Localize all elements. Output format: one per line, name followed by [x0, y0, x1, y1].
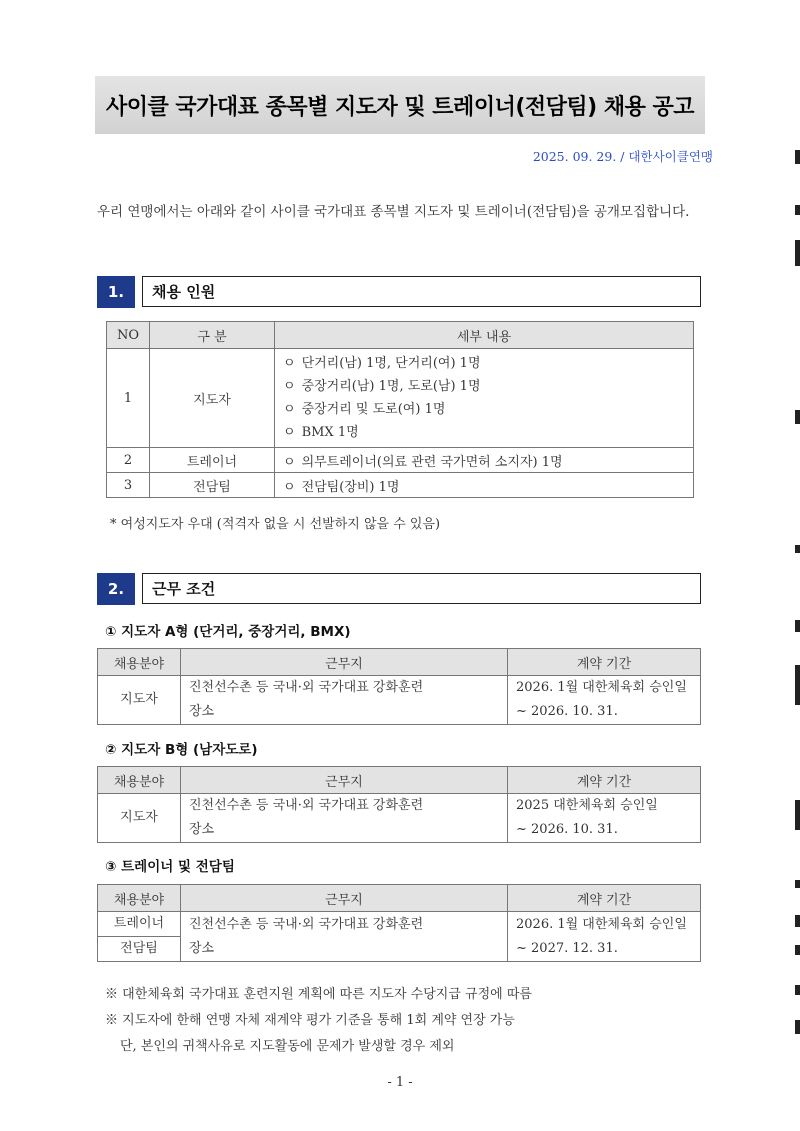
- detail-item: BMX 1명: [301, 425, 359, 440]
- field-cell: 지도자: [98, 794, 181, 843]
- header-location: 근무지: [181, 767, 508, 794]
- row-detail: [275, 473, 694, 498]
- detail-item: 중장거리 및 도로(여) 1명: [301, 402, 446, 417]
- period-line: ~ 2026. 10. 31.: [516, 822, 618, 837]
- location-line: 진천선수촌 등 국내·외 국가대표 강화훈련: [189, 798, 424, 813]
- date-line: 2025. 09. 29. / 대한사이클연맹: [532, 149, 713, 164]
- header-period: 계약 기간: [508, 649, 701, 676]
- table-row: [107, 473, 694, 498]
- table-header-row: [98, 767, 701, 794]
- section-1-note: * 여성지도자 우대 (적격자 없을 시 선발하지 않을 수 있음): [110, 517, 441, 532]
- section-1-header: [97, 276, 701, 308]
- row-category: 트레이너: [150, 448, 275, 473]
- edge-mark: [795, 880, 800, 888]
- section-2-title: 근무 조건: [142, 573, 701, 604]
- edge-mark: [795, 800, 800, 830]
- table-row: [107, 349, 694, 448]
- bullet-icon: ㅇ: [283, 479, 296, 495]
- location-line: 진천선수촌 등 국내·외 국가대표 강화훈련: [189, 916, 424, 932]
- edge-mark: [795, 240, 800, 266]
- bullet-icon: ㅇ: [283, 425, 296, 440]
- location-cell: [181, 794, 508, 843]
- period-line: 2026. 1월 대한체육회 승인일: [516, 680, 687, 695]
- header-category: 구 분: [150, 322, 275, 349]
- detail-item: 중장거리(남) 1명, 도로(남) 1명: [301, 379, 481, 394]
- location-line: 진천선수촌 등 국내·외 국가대표 강화훈련: [189, 680, 424, 695]
- header-location: 근무지: [181, 649, 508, 676]
- row-no: 2: [107, 448, 150, 473]
- row-no: 1: [107, 349, 150, 448]
- recruit-table: [106, 321, 694, 498]
- subheading-b: ② 지도자 B형 (남자도로): [105, 742, 258, 758]
- header-field: 채용분야: [98, 885, 181, 912]
- row-category: 지도자: [150, 349, 275, 448]
- header-period: 계약 기간: [508, 767, 701, 794]
- location-cell: [181, 676, 508, 725]
- header-no: NO: [107, 322, 150, 349]
- period-line: ~ 2026. 10. 31.: [516, 704, 618, 719]
- edge-mark: [795, 620, 800, 632]
- period-line: ~ 2027. 12. 31.: [516, 940, 618, 956]
- bullet-icon: ㅇ: [283, 454, 296, 470]
- edge-mark: [795, 205, 800, 215]
- header-field: 채용분야: [98, 649, 181, 676]
- edge-mark: [795, 945, 800, 955]
- edge-mark: [795, 410, 800, 424]
- header-field: 채용분야: [98, 767, 181, 794]
- row-no: 3: [107, 473, 150, 498]
- bullet-icon: ㅇ: [283, 356, 296, 371]
- table-row: [98, 794, 701, 843]
- edge-mark: [795, 665, 800, 705]
- edge-mark: [795, 1020, 800, 1034]
- table-header-row: [98, 649, 701, 676]
- table-header-row: [98, 885, 701, 912]
- document-title: 사이클 국가대표 종목별 지도자 및 트레이너(전담팀) 채용 공고: [105, 94, 695, 120]
- section-2-note-3: 단, 본인의 귀책사유로 지도활동에 문제가 발생할 경우 제외: [120, 1039, 455, 1054]
- period-cell: [508, 676, 701, 725]
- period-cell: [508, 912, 701, 962]
- header-location: 근무지: [181, 885, 508, 912]
- bullet-icon: ㅇ: [283, 379, 296, 394]
- row-detail: [275, 448, 694, 473]
- table-row: [98, 912, 701, 937]
- period-cell: [508, 794, 701, 843]
- conditions-table-c: [97, 884, 701, 962]
- section-1-number: 1.: [97, 276, 135, 308]
- row-category: 전담팀: [150, 473, 275, 498]
- edge-mark: [795, 915, 800, 927]
- subheading-c: ③ 트레이너 및 전담팀: [105, 859, 235, 875]
- section-2-number: 2.: [97, 573, 135, 605]
- period-line: 2026. 1월 대한체육회 승인일: [516, 916, 687, 932]
- detail-item: 의무트레이너(의료 관련 국가면허 소지자) 1명: [301, 454, 563, 470]
- title-bar: [95, 76, 705, 134]
- conditions-table-a: [97, 648, 701, 725]
- table-header-row: [107, 322, 694, 349]
- detail-item: 전담팀(장비) 1명: [301, 479, 400, 495]
- location-line: 장소: [189, 940, 215, 956]
- field-cell: 지도자: [98, 676, 181, 725]
- location-line: 장소: [189, 822, 215, 837]
- table-row: [107, 448, 694, 473]
- table-row: [98, 676, 701, 725]
- intro-paragraph: 우리 연맹에서는 아래와 같이 사이클 국가대표 종목별 지도자 및 트레이너(전담팀)을 공개모집합니다.: [97, 204, 690, 220]
- conditions-table-b: [97, 766, 701, 843]
- section-1-title: 채용 인원: [142, 276, 701, 307]
- period-line: 2025 대한체육회 승인일: [516, 798, 658, 813]
- row-detail: [275, 349, 694, 448]
- section-2-note-1: ※ 대한체육회 국가대표 훈련지원 계획에 따른 지도자 수당지급 규정에 따름: [105, 987, 532, 1002]
- location-line: 장소: [189, 704, 215, 719]
- field-cell: 트레이너: [98, 912, 181, 937]
- page-number: - 1 -: [387, 1075, 413, 1090]
- section-2-header: [97, 573, 701, 605]
- detail-item: 단거리(남) 1명, 단거리(여) 1명: [301, 356, 481, 371]
- subheading-a: ① 지도자 A형 (단거리, 중장거리, BMX): [105, 624, 351, 640]
- bullet-icon: ㅇ: [283, 402, 296, 417]
- edge-mark: [795, 985, 800, 995]
- section-2-note-2: ※ 지도자에 한해 연맹 자체 재계약 평가 기준을 통해 1회 계약 연장 가능: [105, 1013, 515, 1028]
- header-period: 계약 기간: [508, 885, 701, 912]
- edge-mark: [795, 150, 800, 164]
- header-detail: 세부 내용: [275, 322, 694, 349]
- location-cell: [181, 912, 508, 962]
- field-cell: 전담팀: [98, 937, 181, 962]
- edge-mark: [795, 545, 800, 553]
